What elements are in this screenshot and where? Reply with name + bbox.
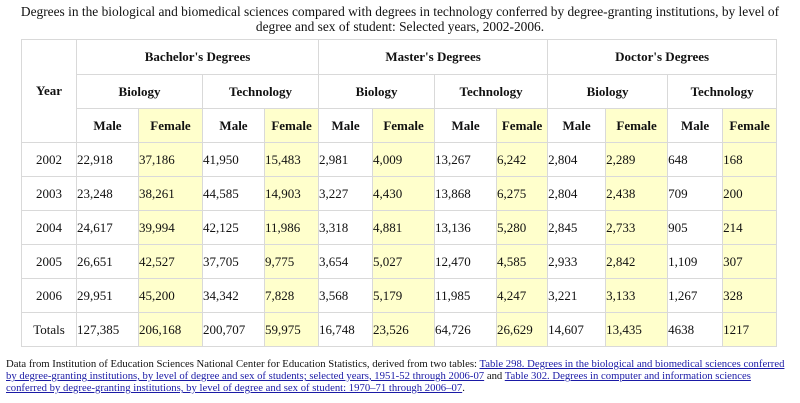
female-value-cell: 5,280 bbox=[497, 211, 548, 245]
doctors-header: Doctor's Degrees bbox=[548, 40, 777, 75]
male-value-cell: 13,267 bbox=[435, 143, 497, 177]
year-cell: Totals bbox=[22, 313, 77, 347]
male-value-cell: 37,705 bbox=[203, 245, 265, 279]
female-value-cell: 45,200 bbox=[139, 279, 203, 313]
male-header: Male bbox=[319, 109, 373, 143]
female-value-cell: 4,585 bbox=[497, 245, 548, 279]
female-value-cell: 39,994 bbox=[139, 211, 203, 245]
female-value-cell: 7,828 bbox=[265, 279, 319, 313]
female-header: Female bbox=[265, 109, 319, 143]
bachelors-biology-header: Biology bbox=[77, 75, 203, 109]
masters-biology-header: Biology bbox=[319, 75, 435, 109]
female-value-cell: 11,986 bbox=[265, 211, 319, 245]
female-value-cell: 2,733 bbox=[606, 211, 668, 245]
female-value-cell: 328 bbox=[723, 279, 777, 313]
table-302-link[interactable]: Table 302. Degrees in computer and information sciences conferred by degree-granting institutions, by level of degree and sex of student: 1970–71 through 2006–07 bbox=[6, 370, 751, 394]
female-header: Female bbox=[139, 109, 203, 143]
year-cell: 2002 bbox=[22, 143, 77, 177]
female-value-cell: 38,261 bbox=[139, 177, 203, 211]
male-value-cell: 22,918 bbox=[77, 143, 139, 177]
male-value-cell: 24,617 bbox=[77, 211, 139, 245]
year-cell: 2003 bbox=[22, 177, 77, 211]
source-note-suffix: . bbox=[462, 382, 465, 394]
degrees-table bbox=[21, 39, 777, 347]
male-value-cell: 34,342 bbox=[203, 279, 265, 313]
male-header: Male bbox=[435, 109, 497, 143]
female-value-cell: 9,775 bbox=[265, 245, 319, 279]
source-note-middle: and bbox=[484, 370, 505, 382]
male-header: Male bbox=[668, 109, 723, 143]
female-value-cell: 42,527 bbox=[139, 245, 203, 279]
male-value-cell: 3,221 bbox=[548, 279, 606, 313]
male-value-cell: 14,607 bbox=[548, 313, 606, 347]
male-value-cell: 13,868 bbox=[435, 177, 497, 211]
year-cell: 2005 bbox=[22, 245, 77, 279]
doctors-biology-header: Biology bbox=[548, 75, 668, 109]
female-value-cell: 4,247 bbox=[497, 279, 548, 313]
male-value-cell: 42,125 bbox=[203, 211, 265, 245]
bachelors-technology-header: Technology bbox=[203, 75, 319, 109]
table-row bbox=[22, 313, 777, 347]
table-row bbox=[22, 143, 777, 177]
table-row bbox=[22, 211, 777, 245]
year-cell: 2004 bbox=[22, 211, 77, 245]
male-value-cell: 648 bbox=[668, 143, 723, 177]
female-value-cell: 200 bbox=[723, 177, 777, 211]
female-header: Female bbox=[723, 109, 777, 143]
female-value-cell: 2,438 bbox=[606, 177, 668, 211]
source-note-prefix: Data from Institution of Education Sciences National Center for Education Statistics, derived from two tables: bbox=[6, 358, 480, 370]
male-value-cell: 3,654 bbox=[319, 245, 373, 279]
male-value-cell: 13,136 bbox=[435, 211, 497, 245]
female-value-cell: 23,526 bbox=[373, 313, 435, 347]
female-value-cell: 5,179 bbox=[373, 279, 435, 313]
female-value-cell: 5,027 bbox=[373, 245, 435, 279]
male-value-cell: 3,318 bbox=[319, 211, 373, 245]
female-value-cell: 4,430 bbox=[373, 177, 435, 211]
male-value-cell: 11,985 bbox=[435, 279, 497, 313]
female-value-cell: 6,275 bbox=[497, 177, 548, 211]
female-value-cell: 2,842 bbox=[606, 245, 668, 279]
source-note bbox=[0, 347, 800, 394]
male-value-cell: 127,385 bbox=[77, 313, 139, 347]
table-row bbox=[22, 279, 777, 313]
female-value-cell: 168 bbox=[723, 143, 777, 177]
male-header: Male bbox=[77, 109, 139, 143]
table-row bbox=[22, 245, 777, 279]
male-value-cell: 2,845 bbox=[548, 211, 606, 245]
female-value-cell: 2,289 bbox=[606, 143, 668, 177]
female-value-cell: 13,435 bbox=[606, 313, 668, 347]
masters-technology-header: Technology bbox=[435, 75, 548, 109]
table-row bbox=[22, 177, 777, 211]
male-value-cell: 23,248 bbox=[77, 177, 139, 211]
female-header: Female bbox=[497, 109, 548, 143]
male-value-cell: 2,933 bbox=[548, 245, 606, 279]
female-value-cell: 4,009 bbox=[373, 143, 435, 177]
female-header: Female bbox=[606, 109, 668, 143]
female-value-cell: 214 bbox=[723, 211, 777, 245]
male-value-cell: 2,804 bbox=[548, 177, 606, 211]
male-value-cell: 16,748 bbox=[319, 313, 373, 347]
table-caption: Degrees in the biological and biomedical sciences compared with degrees in technology conferred by degree-granting institutions, by level of degree and sex of student: Selected years, 2002-2006. bbox=[20, 4, 780, 34]
female-value-cell: 15,483 bbox=[265, 143, 319, 177]
masters-header: Master's Degrees bbox=[319, 40, 548, 75]
year-header: Year bbox=[22, 40, 77, 143]
female-header: Female bbox=[373, 109, 435, 143]
female-value-cell: 37,186 bbox=[139, 143, 203, 177]
male-header: Male bbox=[203, 109, 265, 143]
male-value-cell: 64,726 bbox=[435, 313, 497, 347]
male-value-cell: 12,470 bbox=[435, 245, 497, 279]
male-value-cell: 905 bbox=[668, 211, 723, 245]
male-value-cell: 2,804 bbox=[548, 143, 606, 177]
male-header: Male bbox=[548, 109, 606, 143]
table-298-link[interactable]: Table 298. Degrees in the biological and biomedical sciences conferred by degree-granting institutions, by level of degree and sex of students; selected years, 1951-52 through 2006-07 bbox=[6, 358, 785, 382]
male-value-cell: 44,585 bbox=[203, 177, 265, 211]
male-value-cell: 41,950 bbox=[203, 143, 265, 177]
female-value-cell: 3,133 bbox=[606, 279, 668, 313]
female-value-cell: 4,881 bbox=[373, 211, 435, 245]
year-cell: 2006 bbox=[22, 279, 77, 313]
female-value-cell: 307 bbox=[723, 245, 777, 279]
male-value-cell: 29,951 bbox=[77, 279, 139, 313]
female-value-cell: 1217 bbox=[723, 313, 777, 347]
male-value-cell: 26,651 bbox=[77, 245, 139, 279]
female-value-cell: 6,242 bbox=[497, 143, 548, 177]
female-value-cell: 59,975 bbox=[265, 313, 319, 347]
male-value-cell: 4638 bbox=[668, 313, 723, 347]
male-value-cell: 1,109 bbox=[668, 245, 723, 279]
male-value-cell: 3,227 bbox=[319, 177, 373, 211]
doctors-technology-header: Technology bbox=[668, 75, 777, 109]
male-value-cell: 709 bbox=[668, 177, 723, 211]
female-value-cell: 14,903 bbox=[265, 177, 319, 211]
bachelors-header: Bachelor's Degrees bbox=[77, 40, 319, 75]
female-value-cell: 206,168 bbox=[139, 313, 203, 347]
female-value-cell: 26,629 bbox=[497, 313, 548, 347]
male-value-cell: 1,267 bbox=[668, 279, 723, 313]
male-value-cell: 3,568 bbox=[319, 279, 373, 313]
male-value-cell: 2,981 bbox=[319, 143, 373, 177]
male-value-cell: 200,707 bbox=[203, 313, 265, 347]
